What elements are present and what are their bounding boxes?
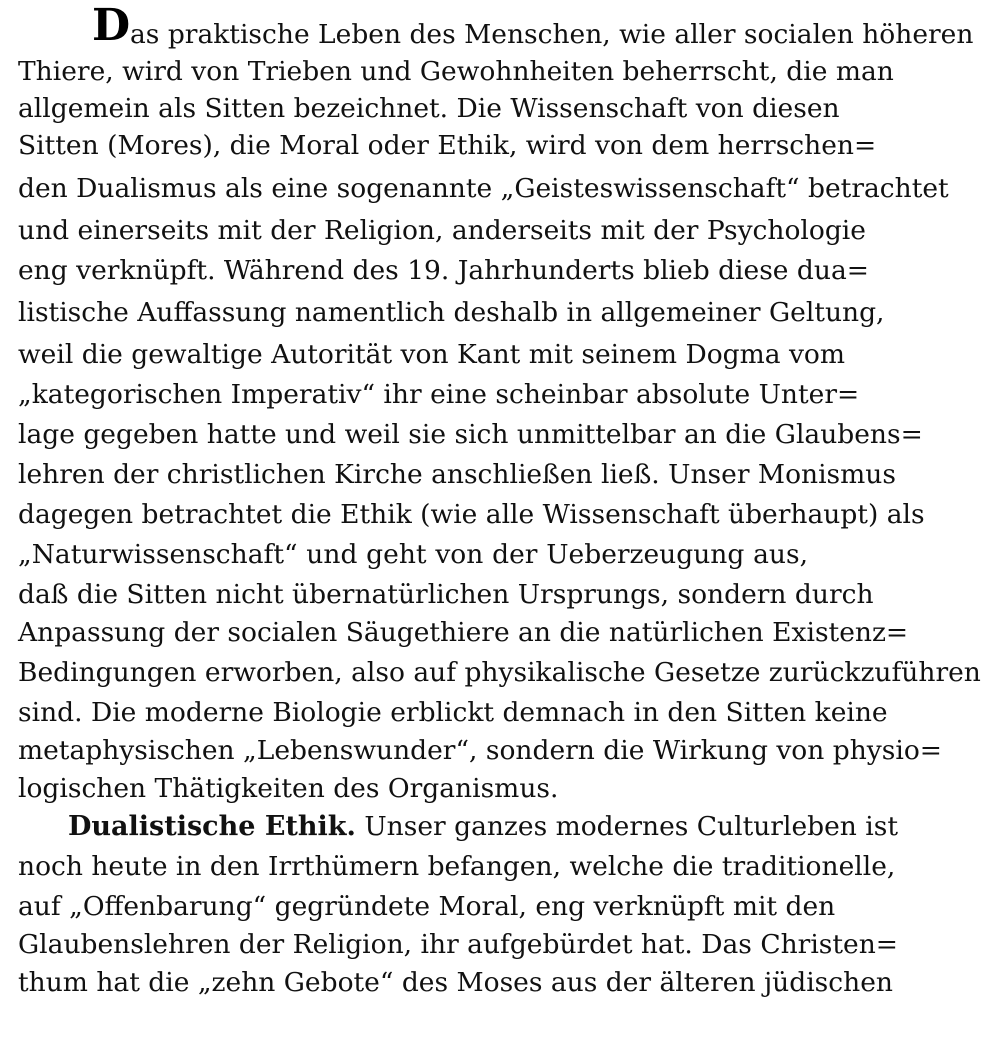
text-line-7: eng verknüpft. Während des 19. Jahrhunderts blieb diese dua=: [18, 255, 869, 286]
section-heading: Dualistische Ethik.: [68, 811, 356, 842]
text-line-3: allgemein als Sitten bezeichnet. Die Wissenschaft von diesen: [18, 93, 840, 124]
section-line-2: noch heute in den Irrthümern befangen, welche die traditionelle,: [18, 851, 896, 882]
text-line-14: „Naturwissenschaft“ und geht von der Ueberzeugung aus,: [18, 539, 808, 570]
text-line-20: logischen Thätigkeiten des Organismus.: [18, 773, 559, 804]
section-line-5: thum hat die „zehn Gebote“ des Moses aus der älteren jüdischen: [18, 967, 893, 998]
text-line-15: daß die Sitten nicht übernatürlichen Ursprungs, sondern durch: [18, 579, 874, 610]
text-line-5: den Dualismus als eine sogenannte „Geisteswissenschaft“ betrachtet: [18, 173, 949, 204]
text-line-18: sind. Die moderne Biologie erblickt demnach in den Sitten keine: [18, 697, 888, 728]
text-line-16: Anpassung der socialen Säugethiere an die natürlichen Existenz=: [18, 617, 909, 648]
text-line-6: und einerseits mit der Religion, anderseits mit der Psychologie: [18, 215, 866, 246]
text-line-13: dagegen betrachtet die Ethik (wie alle Wissenschaft überhaupt) als: [18, 499, 925, 530]
text-line-12: lehren der christlichen Kirche anschließen ließ. Unser Monismus: [18, 459, 896, 490]
text-line-8: listische Auffassung namentlich deshalb in allgemeiner Geltung,: [18, 297, 885, 328]
text-line-11: lage gegeben hatte und weil sie sich unmittelbar an die Glaubens=: [18, 419, 923, 450]
text-line-2: Thiere, wird von Trieben und Gewohnheiten beherrscht, die man: [18, 56, 894, 87]
text-line-4: Sitten (Mores), die Moral oder Ethik, wird von dem herrschen=: [18, 130, 877, 161]
text-line-1: as praktische Leben des Menschen, wie aller socialen höheren: [130, 19, 974, 50]
text-line-17: Bedingungen erworben, also auf physikalische Gesetze zurückzuführen: [18, 657, 981, 688]
section-line-4: Glaubenslehren der Religion, ihr aufgebürdet hat. Das Christen=: [18, 929, 899, 960]
section-line-3: auf „Offenbarung“ gegründete Moral, eng verknüpft mit den: [18, 891, 836, 922]
drop-cap: D: [92, 0, 131, 51]
text-line-9: weil die gewaltige Autorität von Kant mit seinem Dogma vom: [18, 339, 846, 370]
section-first-line: [68, 808, 898, 846]
text-line-10: „kategorischen Imperativ“ ihr eine scheinbar absolute Unter=: [18, 379, 860, 410]
text-line-19: metaphysischen „Lebenswunder“, sondern die Wirkung von physio=: [18, 735, 942, 766]
section-line-1: Unser ganzes modernes Culturleben ist: [364, 811, 898, 842]
